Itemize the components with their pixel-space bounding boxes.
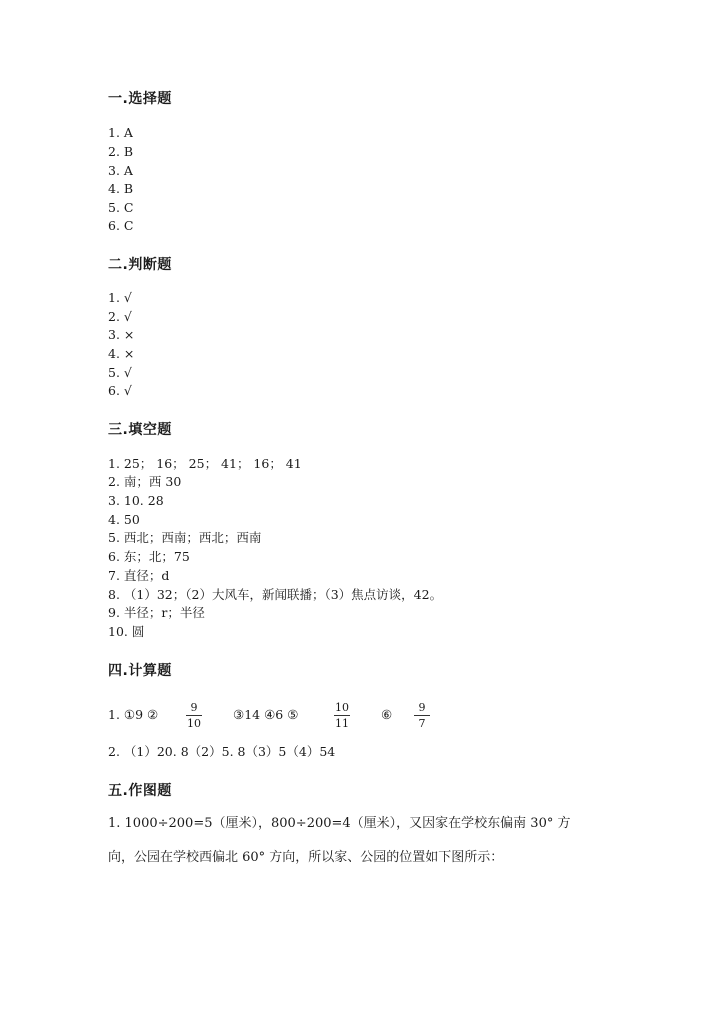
answer-line: 4. 50 <box>108 512 140 527</box>
section-3-title: 三.填空题 <box>108 422 172 438</box>
answer-line: 2. 南；西 30 <box>108 474 182 489</box>
answer-line: 10. 圆 <box>108 624 145 639</box>
fraction <box>414 701 430 730</box>
calc-1-prefix: 1. ①9 ② <box>108 707 159 722</box>
answer-line: 8. （1）32；（2）大风车，新闻联播；（3）焦点访谈，42。 <box>108 587 443 602</box>
fraction-numerator: 9 <box>418 701 426 714</box>
fraction-bar <box>414 715 430 716</box>
section-4-title: 四.计算题 <box>108 663 172 679</box>
answer-line: 4. × <box>108 346 135 361</box>
fraction-denominator: 11 <box>335 717 349 730</box>
calc-2-line: 2. （1）20. 8（2）5. 8（3）5（4）54 <box>108 744 336 759</box>
section-2-title: 二.判断题 <box>108 257 172 273</box>
fraction-denominator: 10 <box>187 717 201 730</box>
fraction <box>186 701 202 730</box>
answer-line: 2. √ <box>108 309 132 324</box>
answer-line: 9. 半径；r；半径 <box>108 605 205 620</box>
fraction-numerator: 9 <box>190 701 198 714</box>
answer-line: 5. 西北；西南；西北；西南 <box>108 530 262 545</box>
section-5-title: 五.作图题 <box>108 783 172 799</box>
answer-line: 5. √ <box>108 365 132 380</box>
answer-line: 6. √ <box>108 383 132 398</box>
fraction-bar <box>186 715 202 716</box>
answer-line: 5. C <box>108 200 134 215</box>
fraction <box>334 701 350 730</box>
answer-line: 1. 25； 16； 25； 41； 16； 41 <box>108 456 302 471</box>
section-1-title: 一.选择题 <box>108 91 172 107</box>
answer-line: 1. A <box>108 125 133 140</box>
answer-line: 3. A <box>108 163 133 178</box>
calc-1-six: ⑥ <box>381 707 393 722</box>
fraction-numerator: 10 <box>335 701 349 714</box>
answer-line: 1. √ <box>108 290 132 305</box>
fraction-bar <box>334 715 350 716</box>
answer-line: 3. 10. 28 <box>108 493 164 508</box>
answer-line: 3. × <box>108 327 135 342</box>
answer-line: 4. B <box>108 181 134 196</box>
drawing-answer-line-1: 1. 1000÷200=5（厘米），800÷200=4（厘米），又因家在学校东偏南 30° 方 <box>108 816 571 831</box>
answer-line: 7. 直径；d <box>108 568 170 583</box>
calc-1-middle: ③14 ④6 ⑤ <box>233 707 299 722</box>
answer-line: 6. C <box>108 218 134 233</box>
answer-line: 2. B <box>108 144 134 159</box>
answer-line: 6. 东；北；75 <box>108 549 190 564</box>
fraction-denominator: 7 <box>418 717 426 730</box>
drawing-answer-line-2: 向，公园在学校西偏北 60° 方向，所以家、公园的位置如下图所示： <box>108 850 504 865</box>
